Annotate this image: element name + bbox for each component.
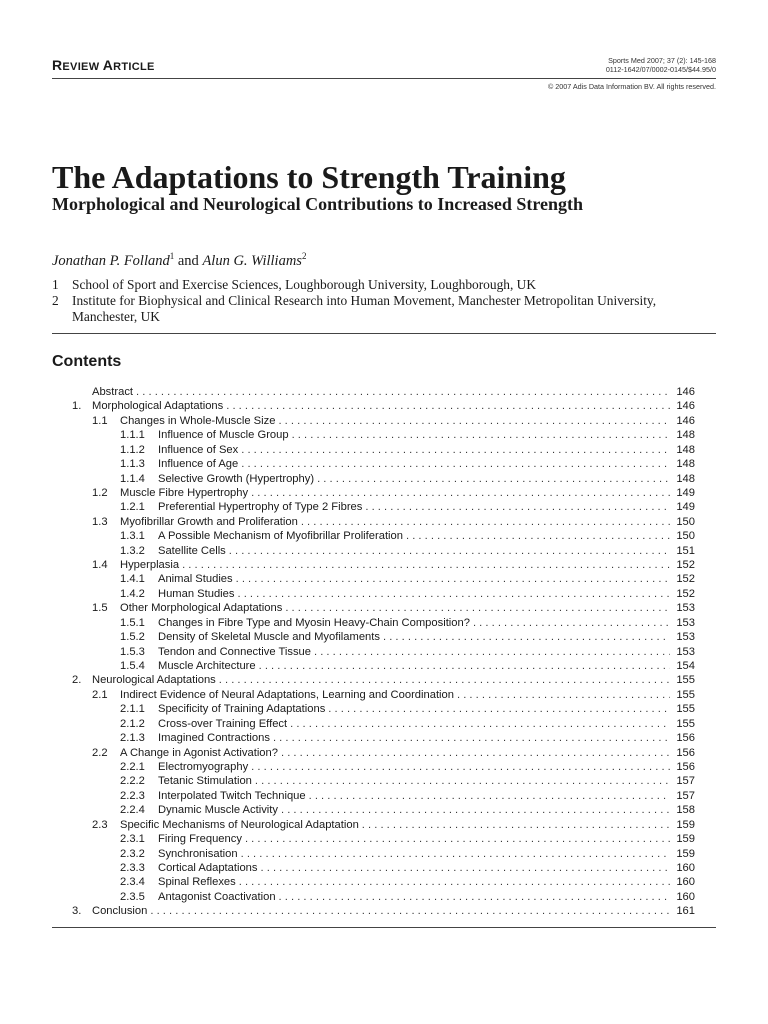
affiliation-1 <box>52 277 672 293</box>
toc-entry-number: 2.1 <box>92 688 108 701</box>
toc-entry-page: 156 <box>676 760 695 773</box>
toc-entry-title: Tendon and Connective Tissue <box>158 645 311 658</box>
toc-dot-leader <box>241 443 670 457</box>
toc-entry-number: 1.2.1 <box>120 501 145 514</box>
toc-entry-number: 1.4.1 <box>120 573 145 586</box>
toc-entry-page: 156 <box>676 732 695 745</box>
toc-entry <box>72 702 695 716</box>
toc-dot-leader <box>281 803 670 817</box>
affiliation-text: School of Sport and Exercise Sciences, Loughborough University, Loughborough, UK <box>72 277 537 292</box>
toc-dot-leader <box>406 529 670 543</box>
toc-entry <box>72 832 695 846</box>
issn-line: 0112-1642/07/0002-0145/$44.95/0 <box>605 65 716 74</box>
copyright-notice: © 2007 Adis Data Information BV. All rights reserved. <box>547 82 716 91</box>
toc-entry-number: 2.2 <box>92 746 108 759</box>
author-line <box>52 251 306 270</box>
toc-entry-page: 146 <box>676 386 695 398</box>
toc-entry-number: 2.3.5 <box>120 890 145 903</box>
toc-entry <box>72 558 695 572</box>
toc-entry <box>72 774 695 788</box>
toc-entry-page: 148 <box>676 429 695 442</box>
toc-entry-title: Morphological Adaptations <box>92 400 224 413</box>
toc-entry-title: Selective Growth (Hypertrophy) <box>158 472 315 485</box>
toc-entry-page: 149 <box>676 486 695 499</box>
toc-entry <box>72 587 695 601</box>
toc-dot-leader <box>245 832 670 846</box>
toc-entry-page: 150 <box>676 515 695 528</box>
toc-dot-leader <box>219 673 670 687</box>
affiliations <box>52 277 672 325</box>
toc-entry-number: 1.3 <box>92 515 108 528</box>
toc-entry-title: Density of Skeletal Muscle and Myofilaments <box>158 631 380 644</box>
toc-dot-leader <box>285 601 670 615</box>
toc-dot-leader <box>259 659 670 673</box>
toc-entry-title: Indirect Evidence of Neural Adaptations, Learning and Coordination <box>120 688 454 701</box>
toc-entry-title: Conclusion <box>92 905 148 918</box>
toc-entry-title: Human Studies <box>158 587 235 600</box>
toc-dot-leader <box>290 717 670 731</box>
toc-entry <box>72 572 695 586</box>
review-rest: EVIEW <box>62 61 103 73</box>
article-type-label <box>52 57 155 73</box>
toc-entry-number: 1.1.4 <box>120 472 145 485</box>
toc-entry-title: Muscle Fibre Hypertrophy <box>120 486 249 499</box>
toc-entry-title: Other Morphological Adaptations <box>120 602 283 615</box>
table-of-contents <box>72 385 695 919</box>
toc-entry-page: 161 <box>676 905 695 918</box>
toc-entry-number: 1.3.1 <box>120 530 145 543</box>
toc-entry-number: 1.5.4 <box>120 660 145 673</box>
toc-entry-number: 3. <box>72 905 82 918</box>
toc-entry <box>72 818 695 832</box>
toc-entry <box>72 847 695 861</box>
toc-entry-page: 146 <box>676 400 695 413</box>
toc-dot-leader <box>255 774 670 788</box>
toc-entry-number: 2.1.2 <box>120 717 145 730</box>
toc-entry-page: 159 <box>676 818 695 831</box>
toc-entry-page: 148 <box>676 458 695 471</box>
toc-entry <box>72 457 695 471</box>
toc-entry-title: Specificity of Training Adaptations <box>158 703 326 716</box>
toc-entry-number: 1.1 <box>92 414 108 427</box>
affiliation-number: 2 <box>52 293 59 308</box>
toc-entry-page: 156 <box>676 746 695 759</box>
affiliation-2 <box>52 293 672 325</box>
toc-entry <box>72 717 695 731</box>
toc-entry-page: 157 <box>676 775 695 788</box>
toc-entry-title: Preferential Hypertrophy of Type 2 Fibres <box>158 501 363 514</box>
toc-entry <box>72 385 695 399</box>
affiliation-text: Institute for Biophysical and Clinical Research into Human Movement, Manchester Metropolitan University, Manchester, UK <box>72 293 657 324</box>
toc-entry-number: 1.1.3 <box>120 458 145 471</box>
toc-dot-leader <box>238 587 671 601</box>
toc-entry-title: Tetanic Stimulation <box>158 775 252 788</box>
toc-entry-title: Changes in Whole-Muscle Size <box>120 414 276 427</box>
toc-entry-page: 149 <box>676 501 695 514</box>
toc-entry-title: Animal Studies <box>158 573 233 586</box>
toc-entry-title: Dynamic Muscle Activity <box>158 804 278 817</box>
toc-entry <box>72 746 695 760</box>
toc-entry-page: 155 <box>676 703 695 716</box>
toc-dot-leader <box>241 847 670 861</box>
toc-dot-leader <box>314 645 670 659</box>
toc-entry-number: 2.3.3 <box>120 861 145 874</box>
toc-dot-leader <box>281 746 670 760</box>
toc-dot-leader <box>226 399 670 413</box>
toc-entry-title: Neurological Adaptations <box>92 674 216 687</box>
affiliation-number: 1 <box>52 277 59 292</box>
toc-entry-page: 158 <box>676 804 695 817</box>
toc-dot-leader <box>150 904 670 918</box>
toc-entry <box>72 443 695 457</box>
journal-citation: Sports Med 2007; 37 (2): 145-168 <box>608 56 716 65</box>
toc-entry-number: 2.1.3 <box>120 732 145 745</box>
toc-dot-leader <box>251 486 670 500</box>
toc-entry-title: Specific Mechanisms of Neurological Adaptation <box>120 818 359 831</box>
article-initial: A <box>102 57 114 73</box>
toc-dot-leader <box>239 875 670 889</box>
toc-entry <box>72 414 695 428</box>
header-rule <box>52 78 716 79</box>
toc-entry <box>72 500 695 514</box>
toc-entry-page: 155 <box>676 688 695 701</box>
toc-dot-leader <box>261 861 670 875</box>
toc-entry-page: 153 <box>676 616 695 629</box>
toc-entry <box>72 904 695 918</box>
toc-dot-leader <box>362 818 670 832</box>
toc-entry-page: 152 <box>676 559 695 572</box>
toc-entry <box>72 616 695 630</box>
toc-entry-number: 1.3.2 <box>120 544 145 557</box>
toc-entry-page: 148 <box>676 472 695 485</box>
toc-dot-leader <box>457 688 670 702</box>
toc-dot-leader <box>301 515 670 529</box>
toc-entry <box>72 645 695 659</box>
toc-dot-leader <box>317 472 670 486</box>
toc-entry-title: Influence of Muscle Group <box>158 429 289 442</box>
toc-entry-number: 2.2.4 <box>120 804 145 817</box>
toc-entry <box>72 789 695 803</box>
toc-entry-page: 153 <box>676 602 695 615</box>
toc-entry-title: Changes in Fibre Type and Myosin Heavy-Chain Composition? <box>158 616 470 629</box>
toc-entry-number: 1. <box>72 400 82 413</box>
affiliation-rule <box>52 333 716 334</box>
toc-entry-number: 2.3.2 <box>120 847 145 860</box>
toc-entry <box>72 659 695 673</box>
toc-entry-number: 2.3 <box>92 818 108 831</box>
toc-entry <box>72 803 695 817</box>
toc-entry-number: 1.5.1 <box>120 616 145 629</box>
toc-entry-title: A Possible Mechanism of Myofibrillar Proliferation <box>158 530 403 543</box>
toc-entry <box>72 529 695 543</box>
toc-entry-number: 1.4 <box>92 559 108 572</box>
toc-entry-page: 160 <box>676 861 695 874</box>
toc-entry-page: 155 <box>676 674 695 687</box>
toc-dot-leader <box>292 428 670 442</box>
toc-entry-page: 153 <box>676 645 695 658</box>
article-title: The Adaptations to Strength Training <box>52 159 566 195</box>
toc-dot-leader <box>473 616 670 630</box>
toc-dot-leader <box>182 558 670 572</box>
toc-entry <box>72 472 695 486</box>
article-subtitle: Morphological and Neurological Contributions to Increased Strength <box>52 194 584 214</box>
toc-entry <box>72 630 695 644</box>
toc-entry-title: Imagined Contractions <box>158 732 270 745</box>
toc-entry-title: Hyperplasia <box>120 559 180 572</box>
toc-entry-number: 1.5.3 <box>120 645 145 658</box>
toc-entry-number: 2.3.4 <box>120 876 145 889</box>
toc-entry <box>72 890 695 904</box>
toc-dot-leader <box>279 890 670 904</box>
toc-entry-title: A Change in Agonist Activation? <box>120 746 278 759</box>
toc-entry-page: 152 <box>676 573 695 586</box>
toc-entry-page: 151 <box>676 544 695 557</box>
toc-entry <box>72 760 695 774</box>
toc-entry-title: Interpolated Twitch Technique <box>158 789 306 802</box>
toc-dot-leader <box>273 731 670 745</box>
toc-entry-number: 1.1.1 <box>120 429 145 442</box>
toc-entry-page: 159 <box>676 833 695 846</box>
toc-entry-title: Electromyography <box>158 760 249 773</box>
toc-entry-title: Myofibrillar Growth and Proliferation <box>120 515 298 528</box>
toc-dot-leader <box>236 572 670 586</box>
toc-entry-number: 2. <box>72 674 82 687</box>
toc-entry-number: 1.5 <box>92 602 108 615</box>
author-1: Jonathan P. Folland <box>52 253 170 269</box>
toc-entry-page: 154 <box>676 660 695 673</box>
toc-entry-page: 152 <box>676 587 695 600</box>
toc-entry-page: 160 <box>676 890 695 903</box>
toc-entry-title: Firing Frequency <box>158 833 242 846</box>
toc-entry-page: 148 <box>676 443 695 456</box>
author-2: Alun G. Williams <box>202 253 302 269</box>
journal-meta <box>606 56 716 74</box>
toc-entry-title: Satellite Cells <box>158 544 226 557</box>
toc-entry-title: Cortical Adaptations <box>158 861 258 874</box>
toc-entry-number: 2.2.3 <box>120 789 145 802</box>
toc-entry-title: Synchronisation <box>158 847 238 860</box>
toc-dot-leader <box>309 789 670 803</box>
toc-entry-number: 1.1.2 <box>120 443 145 456</box>
author-1-affil-marker: 1 <box>169 251 175 261</box>
contents-bottom-rule <box>52 927 716 928</box>
toc-dot-leader <box>241 457 670 471</box>
toc-entry-title: Abstract <box>92 386 134 398</box>
toc-entry-title: Spinal Reflexes <box>158 876 236 889</box>
toc-entry <box>72 601 695 615</box>
toc-entry <box>72 861 695 875</box>
toc-dot-leader <box>251 760 670 774</box>
toc-dot-leader <box>365 500 670 514</box>
toc-entry-page: 160 <box>676 876 695 889</box>
author-conjunction: and <box>174 253 203 269</box>
toc-entry-number: 1.4.2 <box>120 587 145 600</box>
toc-dot-leader <box>136 385 670 399</box>
toc-dot-leader <box>328 702 670 716</box>
toc-entry <box>72 428 695 442</box>
toc-entry-title: Influence of Sex <box>158 443 239 456</box>
toc-entry <box>72 486 695 500</box>
toc-entry-page: 155 <box>676 717 695 730</box>
toc-entry <box>72 673 695 687</box>
toc-entry-number: 2.2.2 <box>120 775 145 788</box>
review-initial: R <box>52 57 63 73</box>
toc-entry <box>72 875 695 889</box>
toc-entry-title: Antagonist Coactivation <box>158 890 276 903</box>
toc-entry <box>72 399 695 413</box>
contents-heading: Contents <box>52 353 122 370</box>
toc-entry-number: 2.3.1 <box>120 833 145 846</box>
toc-entry <box>72 544 695 558</box>
toc-entry <box>72 731 695 745</box>
toc-entry-page: 146 <box>676 414 695 427</box>
toc-entry <box>72 688 695 702</box>
article-rest: RTICLE <box>113 61 155 73</box>
toc-entry-number: 1.2 <box>92 486 108 499</box>
toc-entry-number: 2.1.1 <box>120 703 145 716</box>
toc-entry-page: 157 <box>676 789 695 802</box>
toc-entry <box>72 515 695 529</box>
toc-entry-number: 2.2.1 <box>120 760 145 773</box>
toc-dot-leader <box>229 544 670 558</box>
toc-entry-title: Cross-over Training Effect <box>158 717 288 730</box>
author-2-affil-marker: 2 <box>301 251 307 261</box>
toc-entry-page: 150 <box>676 530 695 543</box>
toc-dot-leader <box>383 630 670 644</box>
toc-entry-number: 1.5.2 <box>120 631 145 644</box>
toc-entry-page: 159 <box>676 847 695 860</box>
toc-dot-leader <box>278 414 670 428</box>
toc-entry-title: Influence of Age <box>158 458 239 471</box>
toc-entry-title: Muscle Architecture <box>158 660 256 673</box>
toc-entry-page: 153 <box>676 631 695 644</box>
